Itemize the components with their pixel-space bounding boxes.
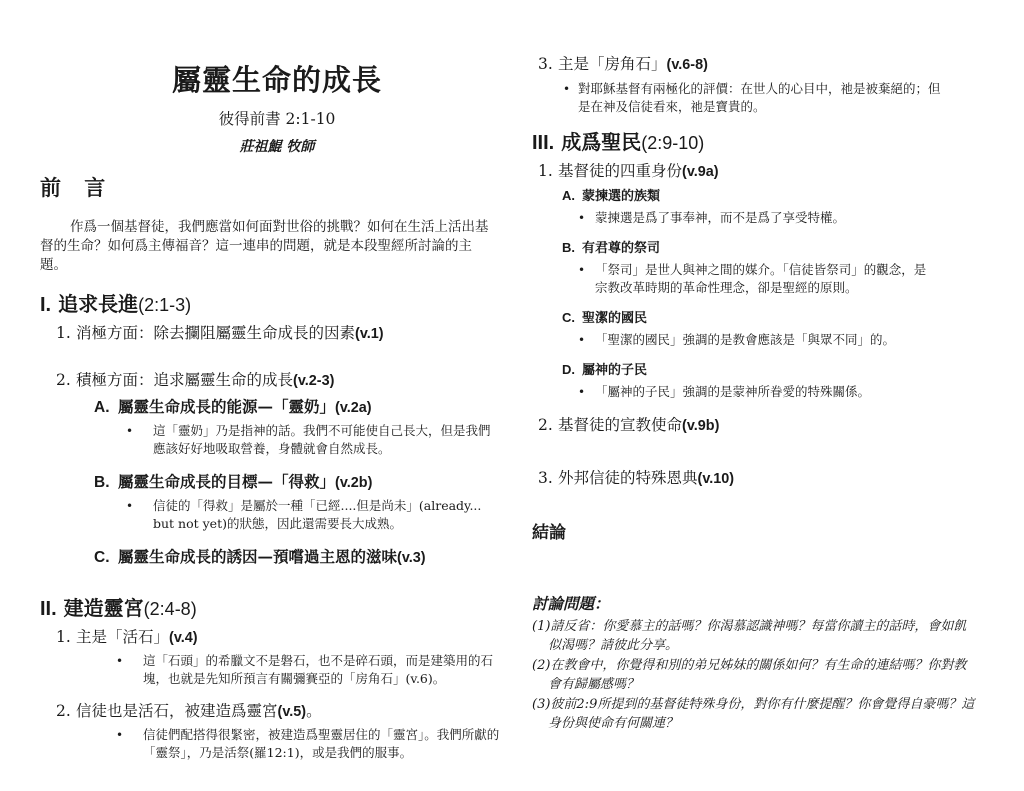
item-number: 1.: [56, 324, 71, 342]
bullet-note-3-1-c: [578, 331, 1014, 349]
bullet-note-2-2: [116, 726, 514, 762]
item-text: [76, 701, 322, 723]
item-label: 屬靈生命成長的誘因—預嚐過主恩的滋味: [118, 547, 398, 566]
author-name: 莊祖鯤 牧師: [239, 139, 315, 155]
section-3-heading: [532, 130, 1014, 156]
note-text: 信徒的「得救」是屬於一種「已經....但是尚未」(already... but not yet)的狀態，因此還需要長大成熟。: [153, 498, 482, 531]
item-letter: A.: [94, 399, 110, 416]
item-number: 1.: [56, 628, 71, 646]
item-text: [118, 471, 372, 494]
item-label: 消極方面：除去攔阻屬靈生命成長的因素: [76, 324, 356, 342]
bullet-icon: •: [578, 385, 586, 399]
section-1-title: 追求長進: [58, 292, 139, 316]
item-letter: B.: [562, 240, 575, 255]
note-text: 「屬神的子民」強調的是蒙神所眷愛的特殊關係。: [595, 384, 871, 399]
verse-ref: (v.2-3): [293, 373, 335, 389]
item-text: [118, 546, 426, 569]
item-label: 屬神的子民: [582, 363, 648, 378]
outline-item-1-2: [56, 370, 514, 392]
verse-ref: (v.3): [397, 550, 426, 566]
item-text: [558, 54, 708, 76]
note-text: 「祭司」是世人與神之間的媒介。「信徒皆祭司」的觀念，是 宗教改革時期的革命性理念，卻是聖經的原則。: [595, 262, 927, 295]
discussion-question-2: (2)在教會中，你覺得和別的弟兄姊妹的關係如何？有生命的連結嗎？你對教 會有歸屬感嗎？: [532, 658, 967, 692]
outline-item-3-1-a: [562, 187, 1014, 206]
item-letter: C.: [94, 549, 110, 566]
bullet-icon: •: [578, 211, 586, 225]
item-label: 信徒也是活石，被建造爲靈宮: [76, 702, 278, 720]
section-2-numeral: II.: [40, 598, 57, 620]
section-1-verse-ref: (2:1-3): [138, 295, 192, 315]
item-text: [558, 415, 719, 437]
item-label: 基督徒的四重身份: [558, 162, 683, 180]
item-letter: C.: [562, 310, 575, 325]
item-text: [76, 627, 198, 649]
item-text: [558, 468, 734, 490]
section-2-verse-ref: (2:4-8): [143, 599, 197, 619]
item-number: 3.: [538, 55, 553, 73]
outline-item-3-1-b: [562, 239, 1014, 258]
outline-item-2-1: [56, 627, 514, 649]
item-number: 3.: [538, 469, 553, 487]
item-number: 2.: [56, 702, 71, 720]
section-3-numeral: III.: [532, 132, 555, 154]
right-column: [532, 46, 1014, 733]
outline-item-3-1: [538, 161, 1014, 183]
outline-item-1-2-a: [94, 396, 514, 419]
bullet-icon: •: [578, 263, 586, 277]
bullet-note-2-3: [563, 80, 1014, 116]
verse-ref: (v.10): [697, 471, 735, 487]
verse-ref: (v.9a): [682, 164, 719, 180]
bullet-icon: •: [563, 82, 571, 96]
item-text: [76, 323, 384, 345]
outline-item-1-1: [56, 323, 514, 345]
item-label: 有君尊的祭司: [582, 241, 661, 256]
outline-item-3-1-d: [562, 361, 1014, 380]
scripture-reference: 彼得前書 2:1-10: [218, 110, 336, 128]
bullet-icon: •: [126, 424, 134, 438]
section-1-numeral: I.: [40, 294, 52, 316]
item-letter: B.: [94, 474, 110, 491]
item-tail: 。: [306, 702, 322, 720]
discussion-heading: 討論問題：: [532, 594, 610, 613]
section-3-title: 成爲聖民: [561, 130, 642, 154]
section-2-heading: [40, 596, 514, 622]
verse-ref: (v.4): [169, 630, 198, 646]
discussion-question-1: (1)請反省：你愛慕主的話嗎？你渴慕認識神嗎？每當你讀主的話時，會如飢 似渴嗎？請彼此分享。: [532, 619, 967, 653]
bullet-note-3-1-a: [578, 209, 1014, 227]
section-3-verse-ref: (2:9-10): [641, 133, 705, 153]
section-2-title: 建造靈宮: [63, 596, 144, 620]
bullet-note-3-1-d: [578, 383, 1014, 401]
bullet-note-1-2-b: [126, 497, 514, 533]
item-label: 積極方面：追求屬靈生命的成長: [76, 371, 294, 389]
note-text: 這「靈奶」乃是指神的話。我們不可能使自己長大，但是我們 應該好好地吸取營養，身體就會自然成長。: [153, 423, 491, 456]
item-label: 基督徒的宣教使命: [558, 416, 683, 434]
outline-item-3-1-c: [562, 309, 1014, 328]
item-text: [558, 161, 719, 183]
note-text: 蒙揀選是爲了事奉神，而不是爲了享受特權。: [595, 210, 846, 225]
note-text: 這「石頭」的希臘文不是磐石，也不是碎石頭，而是建築用的石 塊，也就是先知所預言有關彌賽亞的「房角石」(v.6)。: [143, 653, 494, 686]
item-text: [118, 396, 372, 419]
item-label: 主是「房角石」: [558, 55, 667, 73]
outline-item-1-2-b: [94, 471, 514, 494]
item-number: 1.: [538, 162, 553, 180]
bullet-icon: •: [116, 728, 124, 742]
item-label: 屬靈生命成長的能源—「靈奶」: [118, 397, 336, 416]
verse-ref: (v.6-8): [666, 57, 708, 73]
bullet-icon: •: [126, 499, 134, 513]
left-column: [40, 52, 514, 762]
note-text: 「聖潔的國民」強調的是教會應該是「與眾不同」的。: [595, 332, 896, 347]
verse-ref: (v.5): [277, 704, 307, 720]
item-letter: D.: [562, 362, 575, 377]
bullet-note-3-1-b: [578, 261, 1014, 297]
discussion-question-3: (3)彼前2:9所提到的基督徒特殊身份，對你有什麼提醒？你會覺得自豪嗎？這 身份與使命有何關連？: [532, 697, 975, 731]
section-1-heading: [40, 292, 514, 318]
item-label: 聖潔的國民: [582, 311, 648, 326]
item-text: [76, 370, 334, 392]
outline-item-3-2: [538, 415, 1014, 437]
item-label: 屬靈生命成長的目標—「得救」: [118, 472, 336, 491]
item-label: 外邦信徒的特殊恩典: [558, 469, 698, 487]
verse-ref: (v.2b): [335, 475, 373, 491]
document-title: 屬靈生命的成長: [171, 63, 382, 97]
note-text: 信徒們配搭得很緊密，被建造爲聖靈居住的「靈宮」。我們所獻的 「靈祭」，乃是活祭(羅12:1)，或是我們的服事。: [143, 727, 500, 760]
bullet-icon: •: [116, 654, 124, 668]
item-number: 2.: [538, 416, 553, 434]
conclusion-heading: 結論: [532, 523, 566, 543]
outline-item-1-2-c: [94, 546, 514, 569]
verse-ref: (v.1): [355, 326, 384, 342]
item-number: 2.: [56, 371, 71, 389]
bullet-note-1-2-a: [126, 422, 514, 458]
preface-paragraph: 作爲一個基督徒，我們應當如何面對世俗的挑戰？如何在生活上活出基 督的生命？如何爲主傳福音？這一連串的問題，就是本段聖經所討論的主 題。: [40, 219, 489, 273]
item-label: 蒙揀選的族類: [582, 189, 661, 204]
verse-ref: (v.2a): [335, 400, 372, 416]
item-letter: A.: [562, 188, 575, 203]
preface-heading: 前 言: [40, 175, 114, 200]
outline-item-2-3: [538, 54, 1014, 76]
item-label: 主是「活石」: [76, 628, 170, 646]
note-text: 對耶穌基督有兩極化的評價：在世人的心目中，祂是被棄絕的；但 是在神及信徒看來，祂是寶貴的。: [578, 81, 941, 114]
outline-item-3-3: [538, 468, 1014, 490]
outline-item-2-2: [56, 701, 514, 723]
verse-ref: (v.9b): [682, 418, 720, 434]
bullet-note-2-1: [116, 652, 514, 688]
bullet-icon: •: [578, 333, 586, 347]
